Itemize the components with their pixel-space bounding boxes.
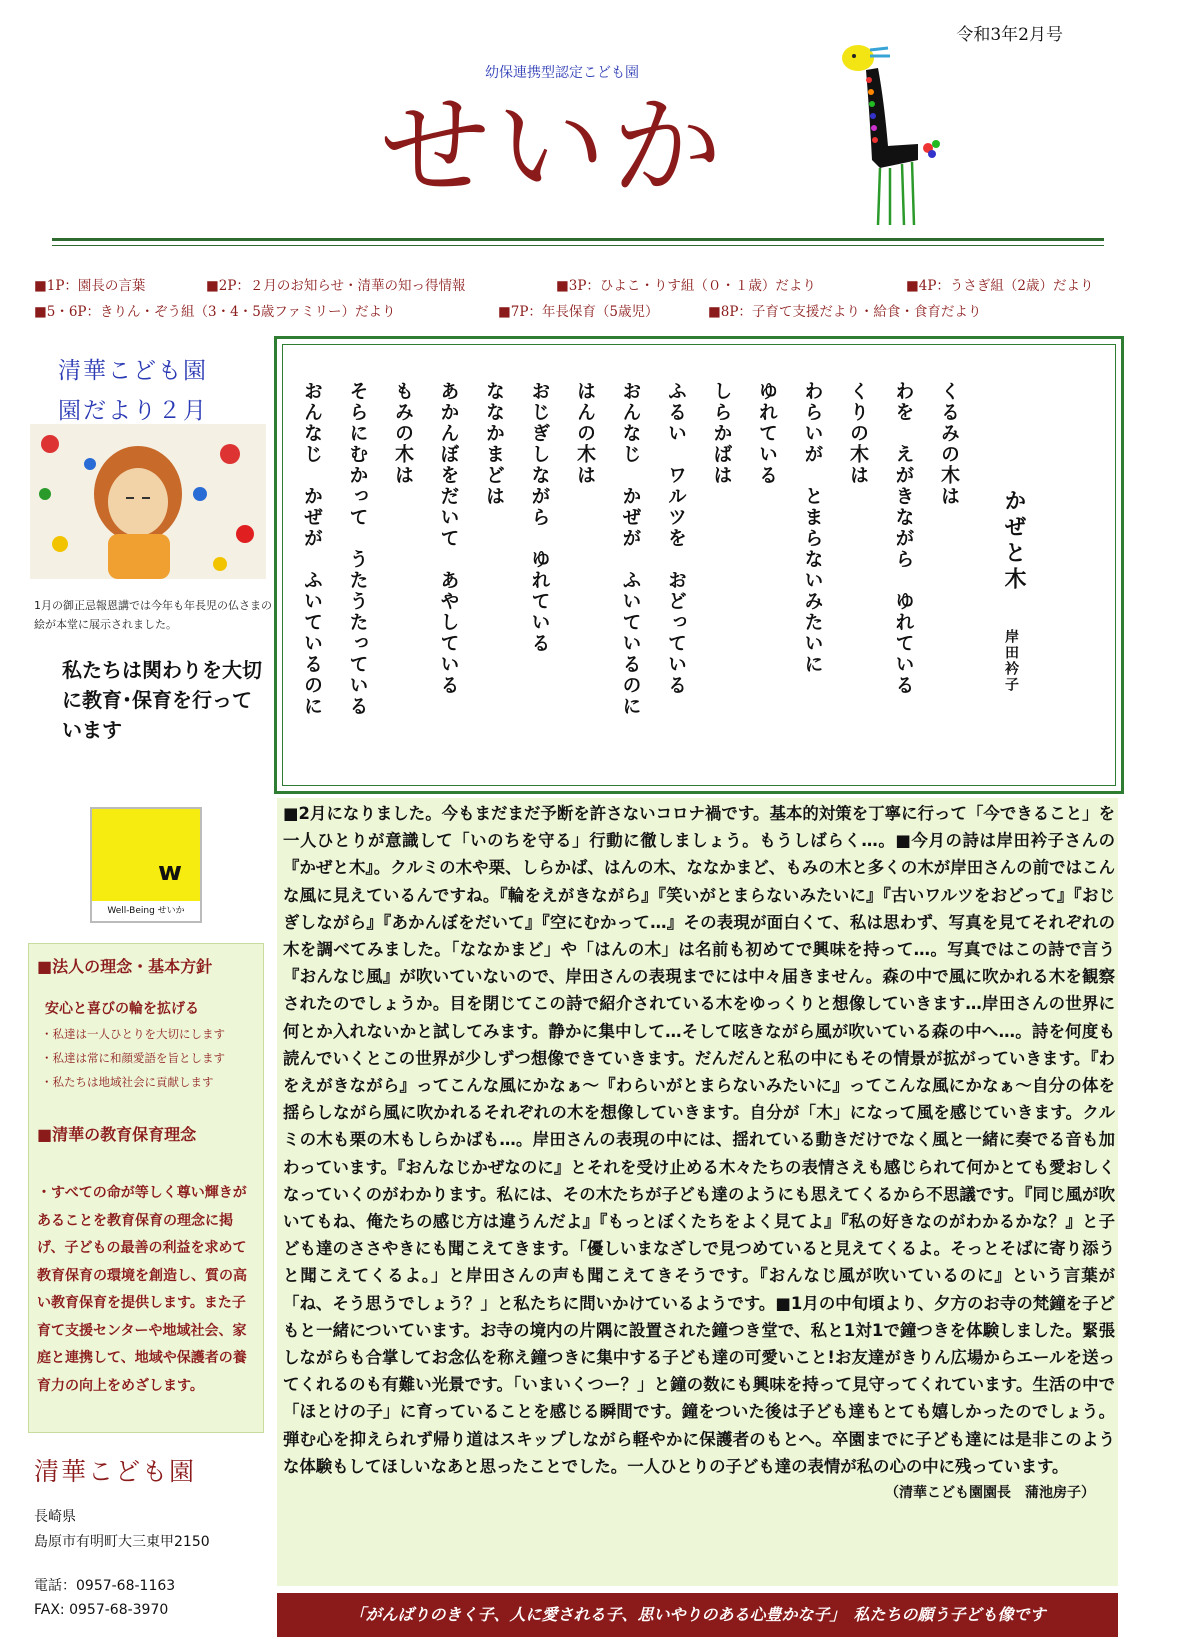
toc-row-2 — [34, 300, 981, 320]
motto-banner: 「がんばりのきく子、人に愛される子、思いやりのある心豊かな子」 私たちの願う子ども像です — [277, 1593, 1118, 1637]
logo-letter: w — [157, 857, 182, 887]
school-name: 清華こども園 — [34, 1457, 197, 1486]
image-caption: 1月の御正忌報恩講では今年も年長児の仏さまの絵が本堂に展示されました。 — [34, 599, 272, 631]
phone-number: 電話：0957-68-1163 — [34, 1578, 176, 1594]
header-rule — [52, 238, 1104, 241]
toc-item[interactable]: ■8P：子育て支援だより・給食・食育だより — [708, 304, 982, 320]
header-rule-thin — [52, 245, 1104, 246]
fax-number: FAX: 0957-68-3970 — [34, 1602, 169, 1618]
toc-item[interactable]: ■3P：ひよこ・りす組（０・１歳）だより — [556, 278, 816, 294]
director-message — [277, 798, 1118, 1586]
poem-box — [274, 336, 1124, 794]
toc-row-1 — [34, 274, 1094, 294]
buddha-drawing-image — [30, 424, 266, 579]
toc-item[interactable]: ■5・6P：きりん・ぞう組（3・4・5歳ファミリー）だより — [34, 304, 396, 320]
poem-title: かぜと木 — [1001, 489, 1026, 593]
motto: 私たちは関わりを大切に教育･保育を行っています — [62, 658, 262, 742]
policy-box — [28, 943, 264, 1433]
address-line: 島原市有明町大三東甲2150 — [34, 1534, 210, 1550]
sidebar-subtitle: 園だより２月 — [58, 398, 208, 424]
article-body: ■2月になりました。今もまだまだ予断を許さないコロナ禍です。基本的対策を丁寧に行って「今できること」を一人ひとりが意識して「いのちを守る」行動に徹しましょう。もうしばらく…。■今月の詩は岸田衿子さんの『かぜと木』。クルミの木や栗、しらかば、はんの木、ななかまど、もみの木と多くの木が岸田さんの前ではこんな風に見えているんですね。『輪をえがきながら』『笑いがとまらないみたいに』『古いワルツをおどって』『おじぎしながら』『あかんぼをだいて』『空にむかって…』その表現が面白くて、私は思わず、写真を見てそれぞれの木を調べてみました。「ななかまど」や「はんの木」は名前も初めてで興味を持って…。写真ではこの詩で言う『おんなじ風』が吹いていないので、岸田さんの表現までには中々届きません。森の中で風に吹かれる木を観察されたのでしょうか。目を閉じてこの詩で紹介されている木をゆっくりと想像していきます…岸田さんの世界に何とか入れないかと試してみます。静かに集中して…そして呟きながら風が吹いている森の中へ…。詩を何度も読んでいくとこの世界が少しずつ想像できていきます。だんだんと私の中にもその情景が拡がっていきます。『わをえがきながら』ってこんな風にかなぁ～『わらいがとまらないみたいに』ってこんな風にかなぁ～自分の体を揺らしながら風に吹かれるそれぞれの木を想像していきます。自分が「木」になって風を感じていきます。クルミの木も栗の木もしらかばも…。岸田さんの表現の中には、揺れている動きだけでなく風と一緒に奏でる音も加わっています。『おんなじかぜなのに』とそれを受け止める木々たちの表情さえも感じられて何かとても愛おしくなっていくのがわかります。私には、その木たちが子ども達のようにも思えてくるから不思議です。『同じ風が吹いてもね、俺たちの感じ方は違うんだよ』『もっとぼくたちをよく見てよ』『私の好きなのがわかるかな？』と子ども達のささやきにも聞こえてきます。「優しいまなざしで見つめていると見えてくるよ。そっとそばに寄り添うと聞こえてくるよ。」と岸田さんの声も聞こえてきそうです。『おんなじ風が吹いているのに』という言葉が「ね、そう思うでしょう？」と私たちに問いかけているようです。■1月の中旬頃より、夕方のお寺の梵鐘を子どもと一緒についています。お寺の境内の片隅に設置された鐘つき堂で、私と1対1で鐘つきを体験しました。緊張しながらも合掌してお念仏を称え鐘つきに集中する子ども達の可愛いこと!お友達がきりん広場からエールを送ってくれるのも有難い光景です。「いまいくつー？」と鐘の数にも興味を持って見守ってくれています。生活の中で「ほとけの子」に育っていることを感じる瞬間です。鐘をついた後は子ども達もとても嬉しかったのでしょう。弾む心を抑えられず帰り道はスキップしながら軽やかに保護者のもとへ。卒園までに子ども達には是非このような体験もしてほしいなあと思ったことでした。一人ひとりの子ども達の表情が私の心の中に残っています。 — [283, 804, 1115, 1476]
toc-item[interactable]: ■4P：うさぎ組（2歳）だより — [906, 278, 1094, 294]
logo-text: Well-Being せいか — [92, 901, 200, 921]
sidebar-title: 清華こども園 — [58, 358, 208, 384]
newsletter-title: せいか — [380, 83, 728, 211]
policy-item: ・私たちは地域社会に貢献します — [41, 1075, 214, 1089]
poem-body: くるみの木は わを えがきながら ゆれている くりの木は わらいが とまらないみたいに ゆれている しらかばは ふるい ワルツを おどっている おんなじ かぜが ふいているのに はんの木は おじぎしながら ゆれている ななかまどは あかんぼをだいて あやしている もみの木は そらにむかって うたうたっている おんなじ かぜが ふいているのに — [301, 381, 960, 717]
poem-author: 岸田衿子 — [1003, 629, 1019, 693]
toc-item[interactable]: ■1P：園長の言葉 — [34, 278, 146, 294]
policy-item: ・私達は一人ひとりを大切にします — [41, 1027, 225, 1041]
address-prefecture: 長崎県 — [34, 1509, 76, 1525]
policy-item: ・私達は常に和顔愛語を旨とします — [41, 1051, 225, 1065]
education-heading: ■清華の教育保育理念 — [37, 1125, 197, 1144]
education-philosophy: ・すべての命が等しく尊い輝きがあることを教育保育の理念に掲げ、子どもの最善の利益を求めて教育保育の環境を創造し、質の高い教育保育を提供します。また子育て支援センターや地域社会、家庭と連携して、地域や保護者の養育力の向上をめざします。 — [37, 1185, 247, 1394]
issue-date: 令和3年2月号 — [956, 25, 1063, 45]
policy-slogan: 安心と喜びの輪を拡げる — [45, 1001, 199, 1017]
newsletter-subtitle: 幼保連携型認定こども園 — [485, 65, 639, 81]
giraffe-illustration — [840, 40, 950, 230]
toc-item[interactable]: ■2P：２月のお知らせ・清華の知っ得情報 — [206, 278, 466, 294]
policy-heading: ■法人の理念・基本方針 — [37, 957, 213, 976]
article-text — [283, 800, 1115, 1507]
toc-item[interactable]: ■7P：年長保育（5歳児） — [498, 304, 659, 320]
article-signature: （清華こども園園長 蒲池房子） — [885, 1485, 1095, 1502]
well-being-logo — [90, 807, 202, 923]
